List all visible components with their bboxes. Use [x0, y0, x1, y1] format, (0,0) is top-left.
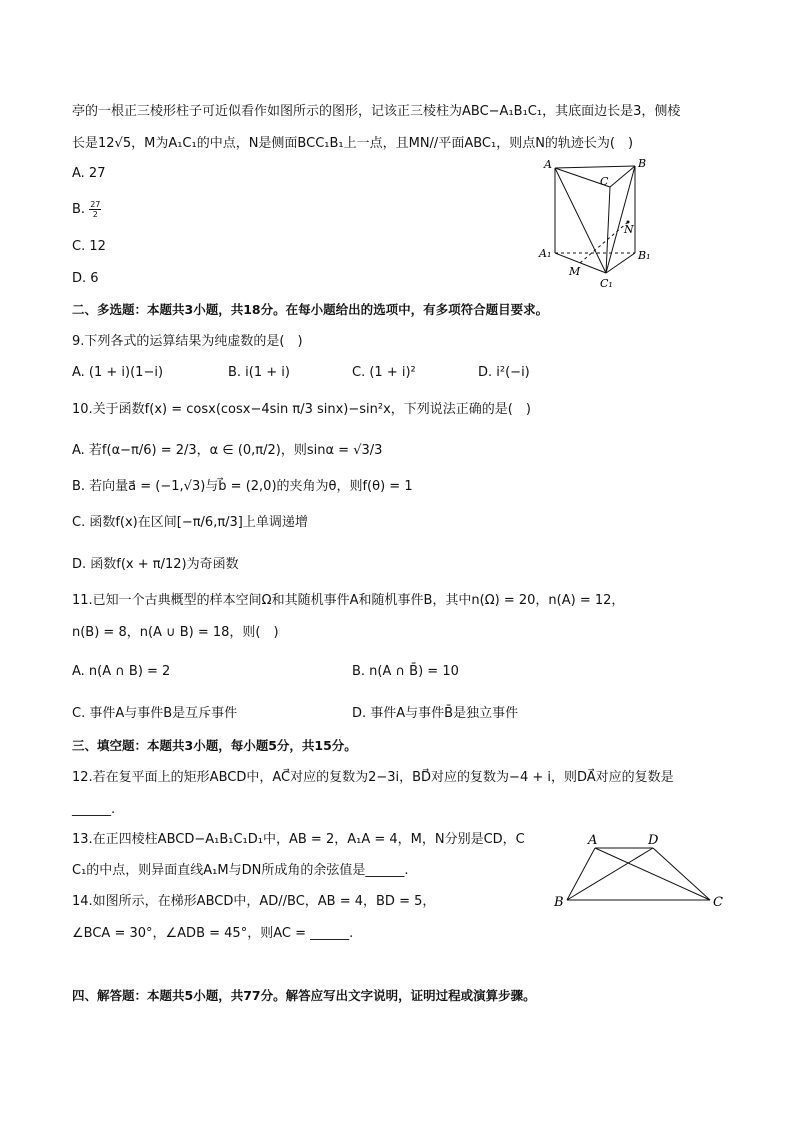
q8-option-b — [72, 200, 101, 219]
label-d: D — [648, 833, 659, 848]
section-4-heading: 四、解答题：本题共5小题，共77分。解答应写出文字说明，证明过程或演算步骤。 — [72, 988, 536, 1003]
q8-option-b-denominator: 2 — [92, 210, 98, 219]
q14-line1: 14.如图所示，在梯形ABCD中，AD//BC，AB = 4，BD = 5， — [72, 894, 436, 909]
edge-ab — [567, 848, 595, 900]
label-n: N — [624, 223, 634, 236]
q12-answer-blank: ______. — [72, 802, 116, 817]
label-c: C — [713, 895, 723, 910]
diagonal-ac — [595, 848, 710, 900]
segment-mn-hidden — [580, 222, 628, 263]
edge-dc — [653, 848, 710, 900]
q10-option-b: B. 若向量a⃗ = (−1,√3)与b⃗ = (2,0)的夹角为θ，则f(θ) = 1 — [72, 479, 413, 494]
q11-stem-line2: n(B) = 8，n(A ∪ B) = 18，则( ) — [72, 625, 279, 640]
label-b1: B₁ — [638, 249, 651, 262]
q8-option-d: D. 6 — [72, 271, 99, 286]
q8-option-b-fraction — [89, 200, 101, 219]
q8-option-c: C. 12 — [72, 239, 106, 254]
q8-line2: 长是12√5，M为A₁C₁的中点，N是侧面BCC₁B₁上一点，且MN//平面ABC₁，则点N的轨迹长为( ) — [72, 136, 634, 151]
section-3-heading: 三、填空题：本题共3小题，每小题5分，共15分。 — [72, 738, 357, 753]
q9-option-b: B. i(1 + i) — [228, 365, 290, 380]
q13-line1: 13.在正四棱柱ABCD−A₁B₁C₁D₁中，AB = 2，A₁A = 4，M，N分别是CD，C — [72, 832, 525, 847]
edge-ab — [555, 166, 635, 168]
q11-option-c: C. 事件A与事件B是互斥事件 — [72, 706, 238, 721]
edge-ac1 — [555, 168, 606, 273]
label-b: B — [554, 895, 564, 910]
section-2-heading: 二、多选题：本题共3小题，共18分。在每小题给出的选项中，有多项符合题目要求。 — [72, 302, 549, 317]
q11-option-a: A. n(A ∩ B) = 2 — [72, 664, 171, 679]
label-c: C — [600, 175, 609, 188]
prism-figure — [530, 150, 660, 290]
label-a: A — [544, 158, 552, 171]
q10-option-c: C. 函数f(x)在区间[−π/6,π/3]上单调递增 — [72, 515, 308, 530]
q10-option-d: D. 函数f(x + π/12)为奇函数 — [72, 557, 239, 572]
label-c1: C₁ — [600, 277, 613, 290]
edge-cb — [610, 166, 635, 187]
q8-option-b-numerator: 27 — [90, 200, 101, 209]
q9-option-a: A. (1 + i)(1−i) — [72, 365, 164, 380]
diagonal-bd — [567, 848, 653, 900]
q10-option-a: A. 若f(α−π/6) = 2/3，α ∈ (0,π/2)，则sinα = √3/3 — [72, 443, 383, 458]
q11-option-b: B. n(A ∩ B̄) = 10 — [352, 664, 459, 679]
q8-option-b-prefix: B. — [72, 202, 86, 217]
q8-line1: 亭的一根正三棱形柱子可近似看作如图所示的图形，记该正三棱柱为ABC−A₁B₁C₁，其底面边长是3，侧棱 — [72, 104, 681, 119]
q11-stem-line1: 11.已知一个古典概型的样本空间Ω和其随机事件A和随机事件B，其中n(Ω) = 20，n(A) = 12， — [72, 593, 625, 608]
edge-bc1 — [606, 166, 635, 273]
q9-option-d: D. i²(−i) — [478, 365, 530, 380]
label-b: B — [638, 157, 647, 170]
trapezoid-figure — [550, 828, 730, 913]
q10-stem: 10.关于函数f(x) = cosx(cosx−4sin π/3 sinx)−sin²x，下列说法正确的是( ) — [72, 402, 531, 417]
label-m: M — [569, 265, 581, 278]
q9-option-c: C. (1 + i)² — [352, 365, 416, 380]
label-a: A — [588, 833, 598, 848]
q12-line1: 12.若在复平面上的矩形ABCD中，AC⃗对应的复数为2−3i，BD⃗对应的复数为−4 + i，则DA⃗对应的复数是 — [72, 770, 674, 785]
q11-option-d: D. 事件A与事件B̄是独立事件 — [352, 706, 519, 721]
label-a1: A₁ — [539, 247, 552, 260]
q14-line2: ∠BCA = 30°，∠ADB = 45°，则AC = ______. — [72, 926, 354, 941]
q8-option-a: A. 27 — [72, 166, 106, 181]
q9-stem: 9.下列各式的运算结果为纯虚数的是( ) — [72, 334, 303, 349]
q13-line2: C₁的中点，则异面直线A₁M与DN所成角的余弦值是______. — [72, 863, 409, 878]
